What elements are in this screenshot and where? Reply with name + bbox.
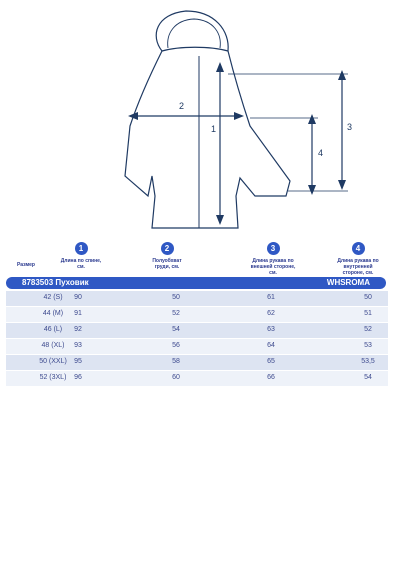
jacket-measurement-diagram [90, 6, 360, 234]
column-header-1 [58, 242, 104, 270]
diagram-background [90, 6, 360, 234]
dimension-label-2: 2 [179, 101, 185, 111]
column-label-1: Длина по спине, см. [60, 258, 102, 270]
column-header-4 [333, 242, 383, 276]
half-chest-cell: 50 [172, 294, 180, 301]
back-length-cell: 90 [74, 294, 82, 301]
product-title-bar [6, 277, 386, 289]
size-cell: 48 (XL) [41, 342, 65, 350]
half-chest-cell: 58 [172, 358, 180, 366]
table-row [6, 323, 388, 338]
table-row [6, 339, 388, 354]
dimension-label-1: 1 [211, 124, 217, 134]
sleeve-inner-cell: 52 [364, 326, 372, 334]
column-label-4: Длина рукава по внутренней стороне, см. [337, 258, 379, 276]
sleeve-inner-cell: 53,5 [361, 358, 375, 366]
dimension-label-3: 3 [347, 122, 353, 132]
product-brand: WHSROMA [326, 278, 370, 287]
back-length-cell: 95 [74, 358, 82, 366]
back-length-cell: 91 [74, 310, 82, 318]
table-row [6, 371, 388, 386]
size-cell: 46 (L) [43, 326, 63, 334]
column-header-2 [144, 242, 190, 270]
sleeve-inner-cell: 54 [364, 374, 372, 382]
size-cell: 50 (XXL) [39, 358, 67, 366]
half-chest-cell: 52 [172, 310, 180, 318]
table-row [6, 307, 388, 322]
column-label-2: Полуобхват груди, см. [152, 258, 182, 270]
dimension-label-4: 4 [318, 148, 324, 158]
column-number-badge-4: 4 [352, 242, 365, 255]
back-length-cell: 96 [74, 374, 82, 382]
size-cell: 52 (3XL) [39, 374, 67, 382]
sleeve-outer-cell: 66 [267, 374, 275, 382]
column-number-badge-1: 1 [75, 242, 88, 255]
product-article: 8783503 Пуховик [22, 278, 89, 287]
back-length-cell: 92 [74, 326, 82, 334]
column-header-3 [248, 242, 298, 276]
size-cell: 44 (M) [42, 310, 64, 318]
size-column-header: Размер [16, 262, 35, 268]
table-row [6, 355, 388, 370]
sleeve-outer-cell: 62 [267, 310, 275, 318]
back-length-cell: 93 [74, 342, 82, 350]
column-number-badge-2: 2 [161, 242, 174, 255]
table-row [6, 291, 388, 306]
half-chest-cell: 60 [172, 374, 180, 382]
size-cell: 42 (S) [43, 294, 63, 301]
sleeve-outer-cell: 64 [267, 342, 275, 350]
sleeve-outer-cell: 61 [267, 294, 275, 301]
sleeve-inner-cell: 50 [364, 294, 372, 301]
half-chest-cell: 54 [172, 326, 180, 334]
column-number-badge-3: 3 [267, 242, 280, 255]
half-chest-cell: 56 [172, 342, 180, 350]
sleeve-inner-cell: 53 [364, 342, 372, 350]
sleeve-outer-cell: 63 [267, 326, 275, 334]
sleeve-inner-cell: 51 [364, 310, 372, 318]
sleeve-outer-cell: 65 [267, 358, 275, 366]
size-table [6, 291, 388, 388]
column-label-3: Длина рукава по внешней стороне, см. [250, 258, 296, 276]
